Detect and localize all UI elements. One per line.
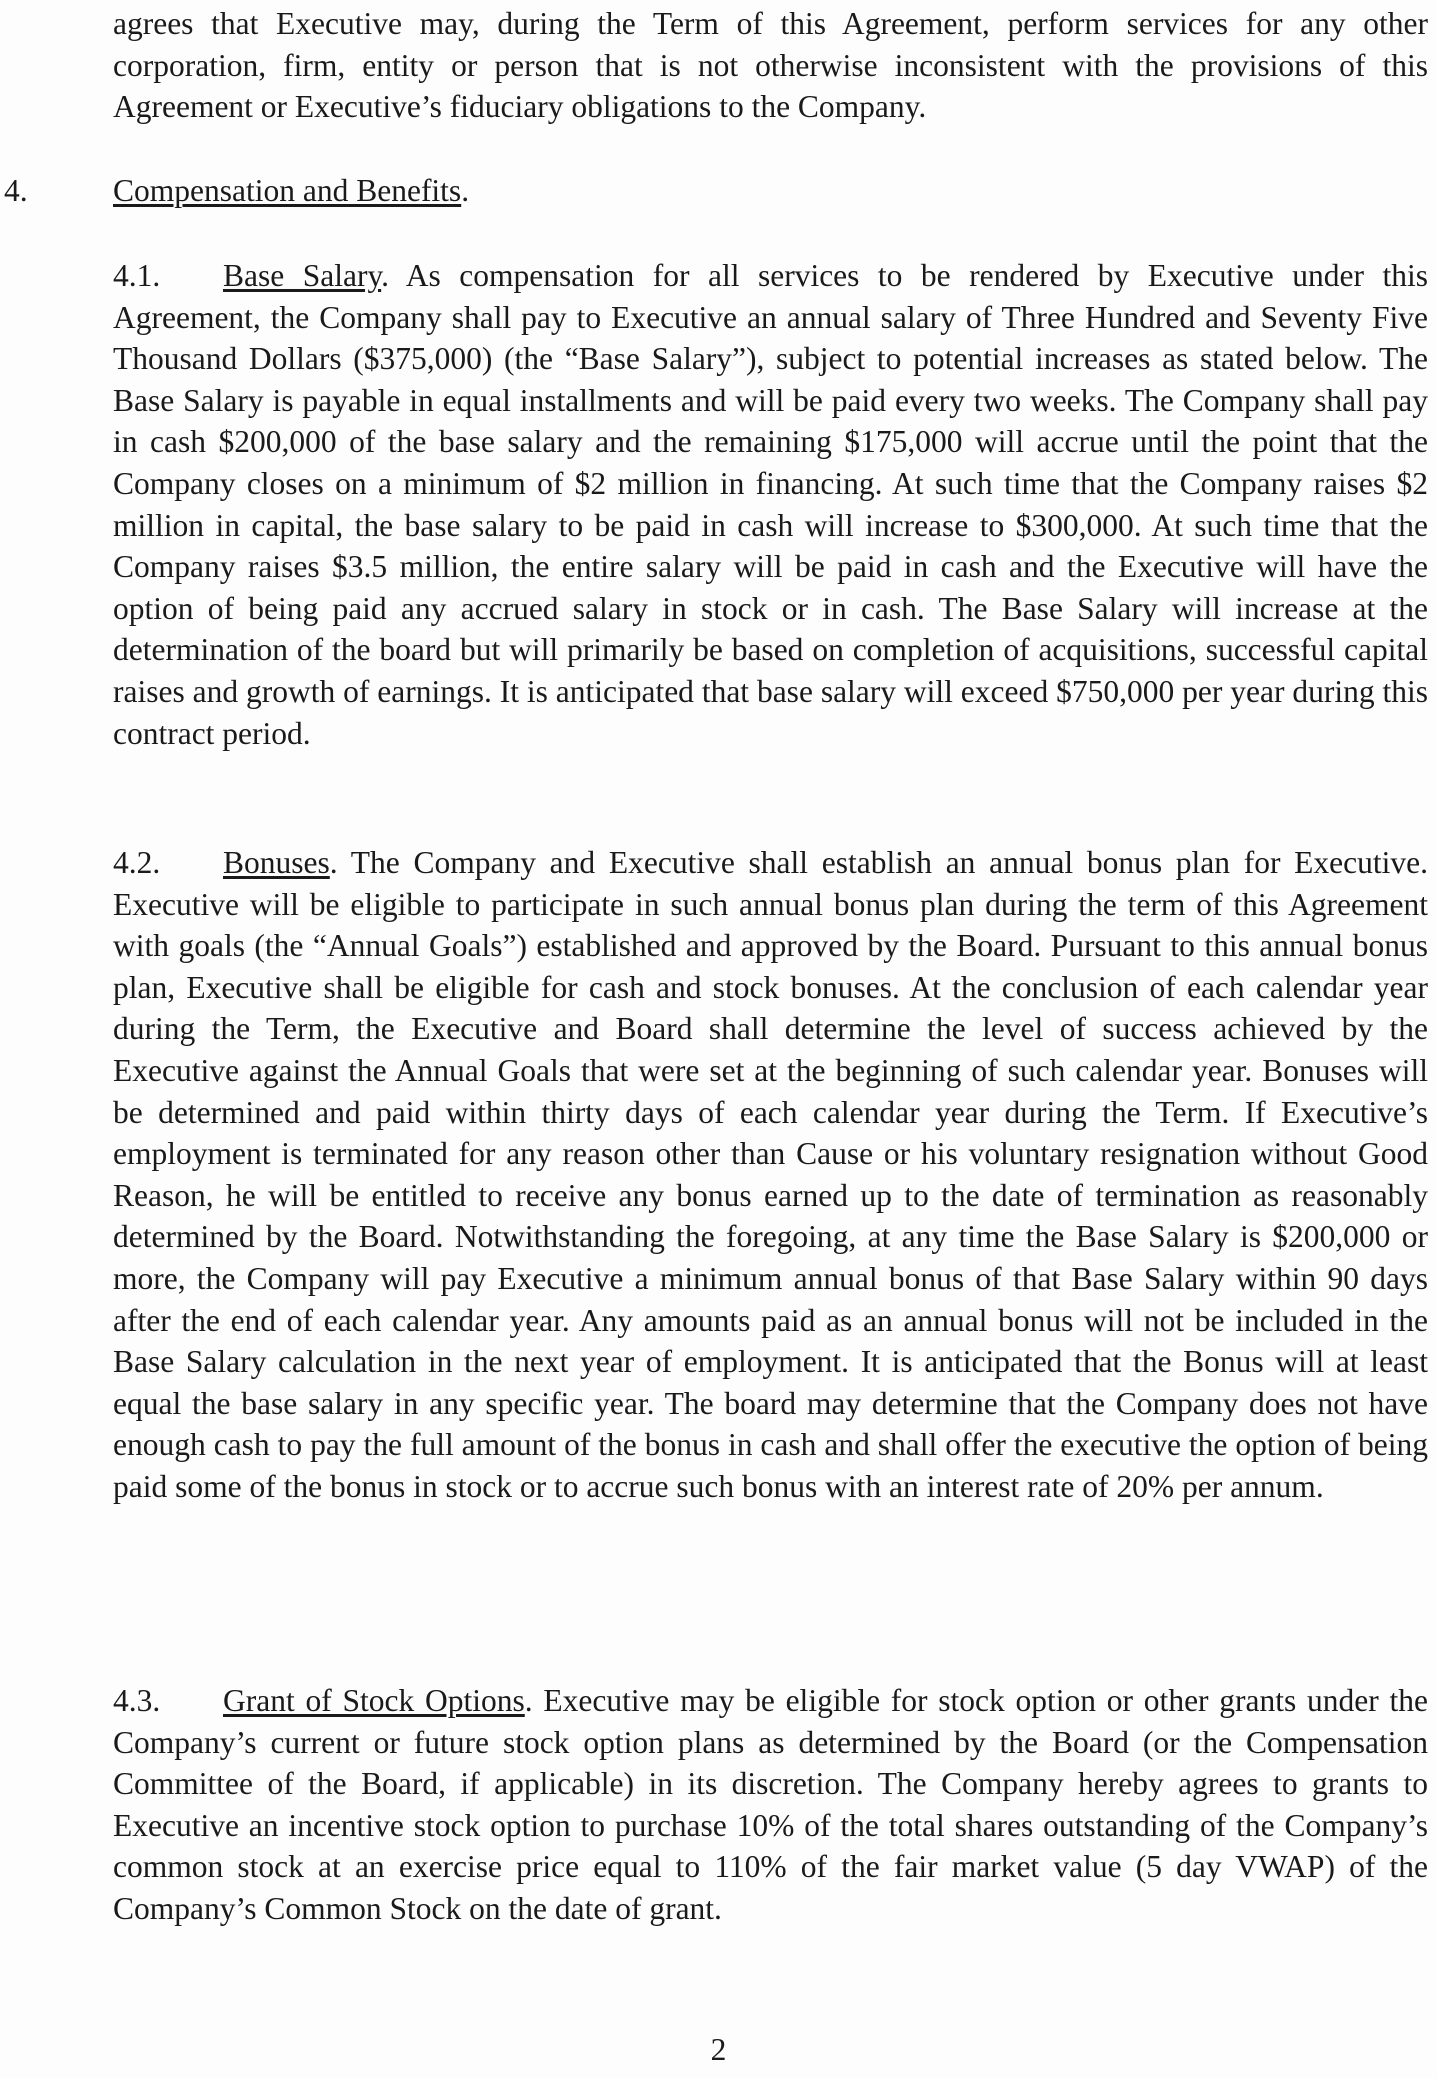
stock-options-paragraph bbox=[113, 1680, 1428, 1930]
subsection-number: 4.2. bbox=[113, 845, 161, 880]
section-title-suffix: . bbox=[461, 173, 470, 208]
subsection-number: 4.1. bbox=[113, 258, 161, 293]
subsection-text: The Company and Executive shall establish an annual bonus plan for Executive. Executive will be eligible to participate in such annual bonus plan during the term of this Agreement with goals (the “Annual Goals”) established and approved by the Board. Pursuant to this annual bonus plan, Executive shall be eligible for cash and stock bonuses. At the conclusion of each calendar year during the Term, the Executive and Board shall determine the level of success achieved by the Executive against the Annual Goals that were set at the beginning of such calendar year. Bonuses will be determined and paid within thirty days of each calendar year during the Term. If Executive’s employment is terminated for any reason other than Cause or his voluntary resignation without Good Reason, he will be entitled to receive any bonus earned up to the date of termination as reasonably determined by the Board. Notwithstanding the foregoing, at any time the Base Salary is $200,000 or more, the Company will pay Executive a minimum annual bonus of that Base Salary within 90 days after the end of each calendar year. Any amounts paid as an annual bonus will not be included in the Base Salary calculation in the next year of employment. It is anticipated that the Bonus will at least equal the base salary in any specific year. The board may determine that the Company does not have enough cash to pay the full amount of the bonus in cash and shall offer the executive the option of being paid some of the bonus in stock or to accrue such bonus with an interest rate of 20% per annum. bbox=[113, 845, 1428, 1504]
intro-paragraph bbox=[113, 3, 1428, 128]
subsection-title: Base Salary bbox=[223, 258, 382, 293]
subsection-title-suffix: . bbox=[524, 1683, 533, 1718]
section-title: Compensation and Benefits bbox=[113, 173, 462, 208]
subsection-text: As compensation for all services to be rendered by Executive under this Agreement, the Company shall pay to Executive an annual salary of Three Hundred and Seventy Five Thousand Dollars ($375,000) (the “Base Salary”), subject to potential increases as stated below. The Base Salary is payable in equal installments and will be paid every two weeks. The Company shall pay in cash $200,000 of the base salary and the remaining $175,000 will accrue until the point that the Company closes on a minimum of $2 million in financing. At such time that the Company raises $2 million in capital, the base salary to be paid in cash will increase to $300,000. At such time that the Company raises $3.5 million, the entire salary will be paid in cash and the Executive will have the option of being paid any accrued salary in stock or in cash. The Base Salary will increase at the determination of the board but will primarily be based on completion of acquisitions, successful capital raises and growth of earnings. It is anticipated that base salary will exceed $750,000 per year during this contract period. bbox=[113, 258, 1428, 751]
subsection-title-suffix: . bbox=[329, 845, 338, 880]
bonuses-paragraph bbox=[113, 842, 1428, 1508]
subsection-title-suffix: . bbox=[381, 258, 390, 293]
section-heading bbox=[4, 170, 469, 212]
subsection-title: Bonuses bbox=[223, 845, 330, 880]
section-number: 4. bbox=[4, 173, 28, 208]
page-number: 2 bbox=[710, 2032, 727, 2067]
intro-text: agrees that Executive may, during the Term of this Agreement, perform services for any other corporation, firm, entity or person that is not otherwise inconsistent with the provisions of this Agreement or Executive’s fiduciary obligations to the Company. bbox=[113, 6, 1428, 125]
subsection-number: 4.3. bbox=[113, 1683, 161, 1718]
subsection-title: Grant of Stock Options bbox=[223, 1683, 525, 1718]
base-salary-paragraph bbox=[113, 255, 1428, 754]
subsection-text: Executive may be eligible for stock option or other grants under the Company’s current or future stock option plans as determined by the Board (or the Compensation Committee of the Board, if applicable) in its discretion. The Company hereby agrees to grants to Executive an incentive stock option to purchase 10% of the total shares outstanding of the Company’s common stock at an exercise price equal to 110% of the fair market value (5 day VWAP) of the Company’s Common Stock on the date of grant. bbox=[113, 1683, 1428, 1926]
